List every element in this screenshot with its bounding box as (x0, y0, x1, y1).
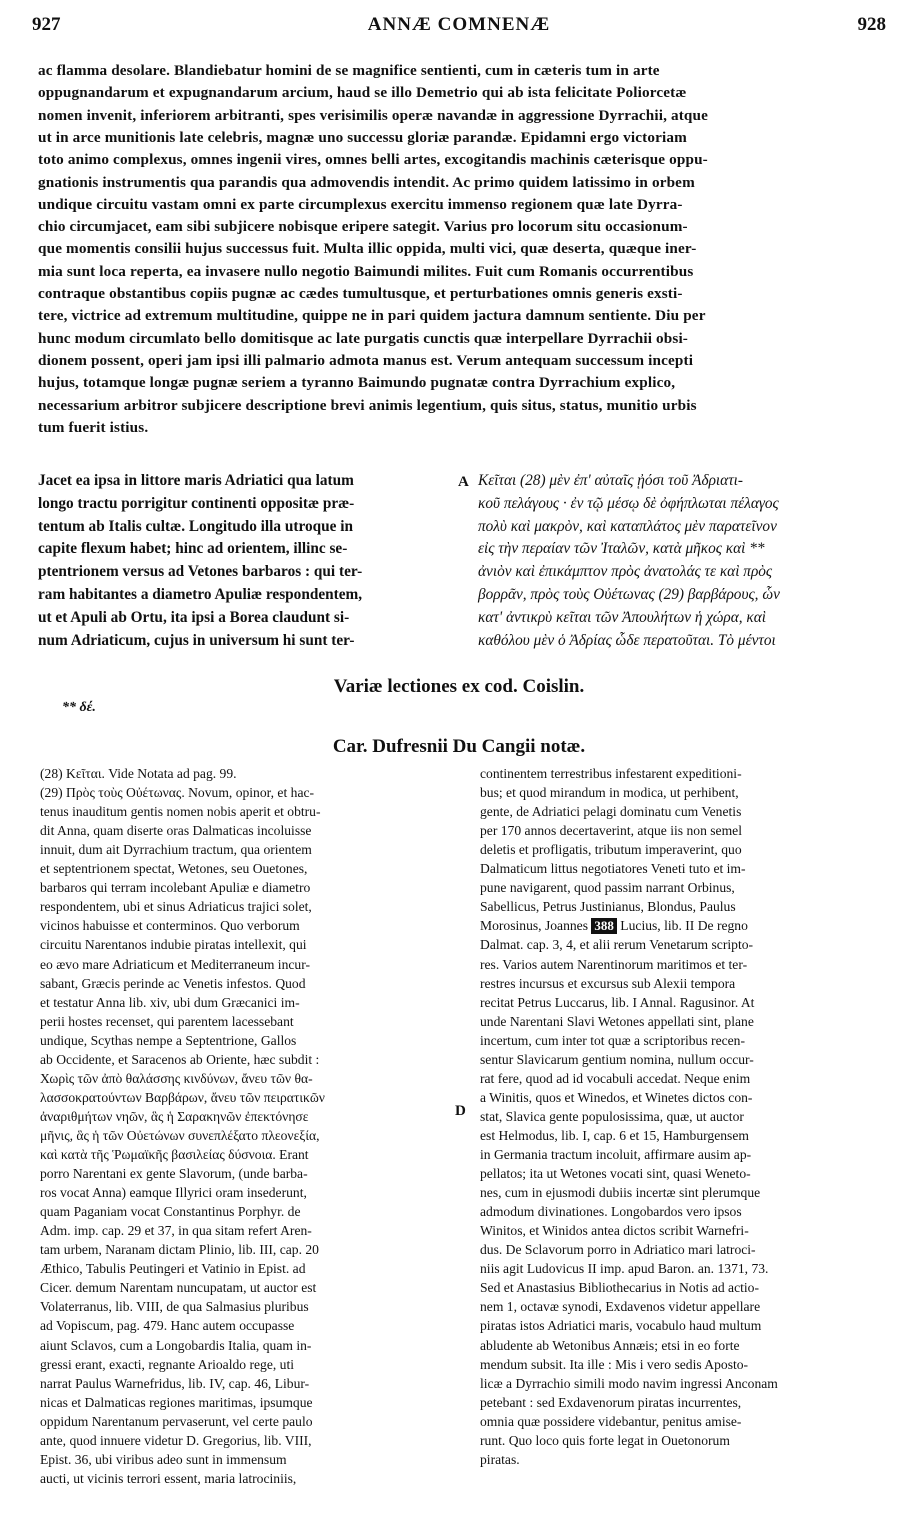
greek-line: ἀνιὸν καὶ ἐπικάμπτον πρὸς ἀνατολάς τε καὶ πρὸς (478, 563, 773, 581)
note-line: Dalmat. cap. 3, 4, et alii rerum Venetarum scripto- (480, 937, 754, 953)
main-text-line: que momentis consilii hujus successus fuit. Multa illic oppida, multi vici, quæ deserta, quæque iner- (38, 240, 697, 258)
note-line: et septentrionem spectat, Wetones, seu Ouetones, (40, 861, 308, 877)
note-line: (28) Κεῖται. Vide Notata ad pag. 99. (40, 766, 237, 781)
latin-line: Jacet ea ipsa in littore maris Adriatici qua latum (38, 472, 354, 489)
note-line: aucti, ut vicinis terrori essent, maria latrociniis, (40, 1470, 297, 1486)
note-line: eo ævo mare Adriaticum et Mediterraneum incur- (40, 956, 310, 972)
note-line: ante, quod innuere videtur D. Gregorius, lib. VIII, (40, 1432, 312, 1448)
greek-line: κοῦ πελάγους · ἐν τῷ μέσῳ δὲ ὀφήπλωται πέλαγος (478, 494, 779, 512)
note-line: sentur Slavicarum gentium nomina, nullum occur- (480, 1051, 754, 1067)
note-line: vicinos habuisse et conterminos. Quo verborum (40, 918, 300, 934)
note-line: dit Anna, quam diserte oras Dalmaticas incoluisse (40, 823, 312, 839)
note-line: recitat Petrus Luccarus, lib. I Annal. Ragusinor. At (480, 994, 755, 1010)
main-text-line: tere, victrice ad extremum multitudine, quippe ne in pari quidem jactura damnum sentiente. Diu per (38, 307, 706, 325)
margin-letter-d: D (455, 1103, 466, 1119)
page-marker: 388 (591, 918, 617, 934)
note-line: ad Vopiscum, pag. 479. Hanc autem occupasse (40, 1318, 295, 1334)
note-line: et testatur Anna lib. xiv, ubi dum Græcanici im- (40, 994, 300, 1010)
greek-line: βορρᾶν, πρὸς τοὺς Οὐέτωνας (29) βαρβάρους, ὧν (478, 586, 780, 603)
note-line: petebant : sed Exdavenorum piratas incurrentes, (480, 1394, 742, 1410)
note-line: quam Paganiam vocat Constantinus Porphyr. de (40, 1204, 301, 1220)
note-line: dus. De Sclavorum porro in Adriatico mari latroci- (480, 1242, 756, 1258)
note-line: respondentem, ubi et sinus Adriaticus trajici solet, (40, 899, 312, 915)
note-line: nicas et Dalmaticas regiones maritimas, ipsumque (40, 1394, 313, 1410)
running-title: ANNÆ COMNENÆ (367, 14, 551, 35)
latin-line: tentum ab Italis cultæ. Longitudo illa utroque in (38, 517, 354, 535)
main-text-line: hujus, totamque longæ pugnæ seriem a tyranno Baimundo pugnatæ contra Dyrrachium explico, (38, 374, 676, 392)
right-page-number: 928 (857, 14, 886, 35)
greek-line: καθόλου μὲν ὁ Ἀδρίας ὧδε περατοῦται. Τὸ μέντοι (478, 631, 776, 649)
note-line: continentem terrestribus infestarent expeditioni- (480, 766, 742, 781)
note-line: incertum, cum inter tot quæ a scriptoribus recen- (480, 1032, 745, 1048)
note-line: Æthico, Tabulis Peutingeri et Vatinio in Epist. ad (40, 1261, 306, 1277)
latin-line: ram habitantes a diametro Apuliæ respondentem, (38, 586, 363, 603)
note-line: rat fere, quod ad id vocabuli accedat. Neque enim (480, 1070, 751, 1086)
note-line: stat, Slavica gente populosissima, quæ, ut auctor (480, 1108, 744, 1124)
latin-line: ptentrionem versus ad Vetones barbaros : qui ter- (38, 563, 363, 581)
note-line: narrat Paulus Warnefridus, lib. IV, cap. 46, Libur- (40, 1375, 310, 1391)
note-line: admodum divinationes. Longobardos vero ipsos (480, 1204, 742, 1220)
left-page-number: 927 (32, 14, 61, 35)
main-text-line: toto animo complexus, omnes ingenii vires, omnes belli artes, excogitandis machinis cæterisque oppu- (38, 151, 708, 169)
main-text-line: nomen invenit, inferiorem arbitranti, spes verisimilis operæ navandæ in aggressione Dyrrachii, atque (38, 106, 709, 124)
notes-heading: Car. Dufresnii Du Cangii notæ. (332, 736, 586, 757)
note-line: oppidum Narentanum pervaserunt, vel certe paulo (40, 1413, 313, 1429)
note-line: omnia quæ possidere videbantur, penitus amise- (480, 1413, 742, 1429)
note-line: Dalmaticum littus negotiatores Veneti tuto et im- (480, 861, 746, 877)
note-line: Cicer. demum Narentam nuncupatam, ut auctor est (40, 1280, 317, 1296)
note-line: porro Narentani ex gente Slavorum, (unde barba- (40, 1166, 308, 1182)
latin-line: num Adriaticum, cujus in universum hi sunt ter- (38, 631, 355, 649)
note-line: ἀναριθμήτων νηῶν, ἃς ἡ Σαρακηνῶν ἐπεκτόνησε (40, 1108, 309, 1124)
note-line: est Helmodus, lib. I, cap. 6 et 15, Hamburgensem (480, 1127, 749, 1143)
latin-line: capite flexum habet; hinc ad orientem, illinc se- (38, 540, 348, 558)
note-line: tam urbem, Naranam dictam Plinio, lib. III, cap. 20 (40, 1242, 319, 1258)
note-line: pellatos; ita ut Wetones vocati sint, quasi Weneto- (480, 1166, 751, 1182)
note-line: licæ a Dyrrachio simili modo navim ingressi Anconam (480, 1375, 778, 1391)
main-text-line: dionem possent, operi jam ipsi illi palmario admota manus est. Verum antequam successum incepti (38, 351, 694, 369)
variae-lectiones-heading: Variæ lectiones ex cod. Coislin. (333, 676, 585, 697)
greek-line: κατ' ἀντικρὺ κεῖται τῶν Ἀπουλήτων ἡ χώρα, καὶ (478, 608, 767, 626)
page-header (32, 6, 886, 46)
note-line: barbaros qui terram incolebant Apuliæ e diametro (40, 880, 311, 896)
note-line: (29) Πρὸς τοὺς Οὐέτωνας. Novum, opinor, et hac- (40, 785, 315, 801)
note-line: piratas istos Adriatici maris, vocabulo haud multum (480, 1318, 762, 1334)
note-line: restres incursus et excursus sub Alexii tempora (480, 975, 736, 991)
note-line: undique, Scythas nempe a Septentrione, Gallos (40, 1032, 297, 1048)
note-line: a Winitis, quos et Winedos, et Winetes dictos con- (480, 1089, 753, 1105)
note-line: niis agit Ludovicus II imp. apud Baron. an. 1371, 73. (480, 1261, 769, 1277)
note-line: tenus inauditum gentis nomen nobis aperit et obtru- (40, 804, 321, 820)
note-line: pune navigarent, quod passim narrant Orbinus, (480, 880, 735, 896)
main-text-line: mia sunt loca reperta, ea invasere nullo negotio Baimundi milites. Fuit cum Romanis occurrentibus (38, 262, 694, 280)
note-line: ab Occidente, et Saracenos ab Oriente, hæc subdit : (40, 1051, 320, 1067)
main-text-line: ut in arce munitionis late celebris, magnæ uno successu gloriæ parandæ. Epidamni ergo victoriam (38, 128, 687, 146)
note-line: καὶ κατὰ τῆς Ῥωμαϊκῆς βασιλείας δύσνοια. Erant (40, 1147, 309, 1162)
greek-line: εἰς τὴν περαίαν τῶν Ἰταλῶν, κατὰ μῆκος καὶ ** (478, 540, 765, 558)
note-line: deletis et profligatis, tributum imperaverint, quo (480, 842, 742, 858)
note-line: Winitos, et Winidos antea dictos scribit Warnefri- (480, 1223, 749, 1239)
note-line: gressi erant, exacti, regnante Arioaldo rege, uti (40, 1356, 295, 1372)
note-line: abludente ab Wetonibus Annæis; etsi in eo forte (480, 1337, 740, 1353)
note-line: nem 1, octavæ synodi, Exdavenos videtur appellare (480, 1299, 761, 1315)
note-line: innuit, dum ait Dyrrachium tractum, qua orientem (40, 842, 312, 858)
greek-line: πολὺ καὶ μακρὸν, καὶ καταπλάτος μὲν παρατεῖνον (478, 517, 777, 535)
note-line: in Germania tractum incoluit, affirmare ausim ap- (480, 1147, 752, 1162)
main-text-line: necessarium arbitror subjicere descriptione brevi animis legentium, quis situs, status, munitio urbis (38, 396, 697, 414)
note-line: aiunt Sclavos, cum a Longobardis Italia, quam in- (40, 1337, 312, 1353)
main-text-line: oppugnandarum et expugnandarum arcium, haud se illo Demetrio qui ab ista felicitate Poliorcetæ (38, 84, 687, 102)
note-line: runt. Quo loco quis forte legat in Ouetonorum (480, 1432, 730, 1448)
note-line: gente, de Adriatici pelagi dominatu cum Venetis (480, 804, 742, 820)
latin-line: ut et Apuli ab Ortu, ita ipsi a Borea claudunt si- (38, 608, 350, 626)
main-text-line: hunc modum circumlato bello domitisque ac late purgatis cunctis quæ interpellare Dyrrachii obsi- (38, 329, 689, 347)
note-line: Epist. 36, ubi viribus adeo sunt in immensum (40, 1451, 287, 1467)
main-text-line: contraque obstantibus copiis pugnæ ac cædes tumultusque, et perturbationes omnis generis exsti- (38, 285, 683, 302)
latin-line: longo tractu porrigitur continenti oppositæ præ- (38, 494, 355, 512)
note-line: Volaterranus, lib. VIII, de qua Salmasius pluribus (40, 1299, 309, 1315)
note-line: sabant, Græcis perinde ac Venetis infestos. Quod (40, 975, 306, 991)
greek-line: Κεῖται (28) μὲν ἐπ' αὐταῖς ᾐόσι τοῦ Ἀδριατι- (478, 472, 744, 489)
main-text-line: undique circuitu vastam omni ex parte circumplexus exercitu immenso regionem quæ late Dyrra- (38, 195, 683, 213)
note-line: Sabellicus, Petrus Justinianus, Blondus, Paulus (480, 899, 736, 915)
main-text-line: ac flamma desolare. Blandiebatur homini de se magnifice sentienti, cum in cæteris tum in arte (38, 62, 660, 79)
note-line: per 170 annos decertaverint, atque iis non semel (480, 823, 742, 839)
note-line: circuitu Narentanos indubie piratas intellexit, qui (40, 937, 307, 953)
note-line: nes, cum in ejusmodi dubiis incertæ sint plerumque (480, 1185, 761, 1201)
note-line: res. Varios autem Narentinorum maritimos et ter- (480, 956, 748, 972)
note-line: ros vocat Anna) eamque Illyrici oram insederunt, (40, 1185, 307, 1201)
note-line: μῆνις, ἃς ἡ τῶν Οὐετώνων συνεπλέξατο πλεονεξία, (40, 1127, 320, 1143)
main-text-line: tum fuerit istius. (38, 418, 149, 436)
note-line: mendum subsit. Ita ille : Mis i vero sedis Aposto- (480, 1356, 749, 1372)
note-line: bus; et quod mirandum in modica, ut perhibent, (480, 785, 739, 801)
note-line: piratas. (480, 1451, 520, 1467)
note-line: Morosinus, Joannes 388 Lucius, lib. II De regno (480, 918, 748, 934)
margin-letter-a: A (458, 474, 469, 490)
note-line: perii hostes recenset, qui parentem lacessebant (40, 1013, 294, 1029)
note-line: Sed et Anastasius Bibliothecarius in Notis ad actio- (480, 1280, 760, 1296)
note-line: Χωρὶς τῶν ἀπὸ θαλάσσης κινδύνων, ἄνευ τῶν θα- (40, 1070, 313, 1086)
main-text-line: gnationis instrumentis qua parandis qua admovendis intendit. Ac primo quidem latissimo in orbem (38, 173, 695, 191)
note-line: unde Narentani Slavi Wetones appellati sint, plane (480, 1013, 754, 1029)
note-line: λασσοκρατούντων Βαρβάρων, ἄνευ τῶν πειρατικῶν (40, 1089, 325, 1105)
main-text-line: chio circumjacet, eam sibi subjicere nobisque eripere sategit. Varius pro locorum situ occasionum- (38, 218, 688, 236)
note-line: Adm. imp. cap. 29 et 37, in qua sitam refert Aren- (40, 1223, 312, 1239)
variae-note: ** δέ. (62, 700, 96, 715)
